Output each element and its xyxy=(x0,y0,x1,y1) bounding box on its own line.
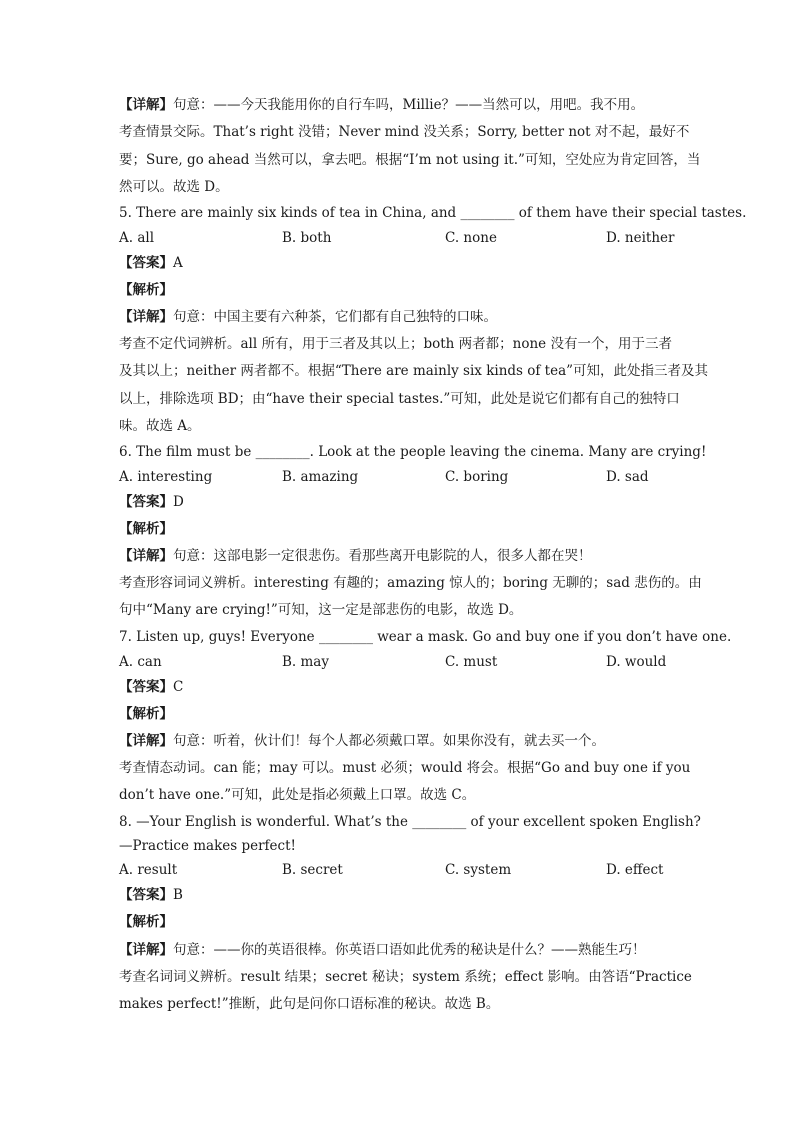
prev-analysis-line-3: 然可以。故选 D。 xyxy=(119,179,229,195)
q7-stem: 7. Listen up, guys! Everyone ________ wear a mask. Go and buy one if you don’t have one. xyxy=(119,629,732,645)
q5-analysis-line-1: 考查不定代词辨析。all 所有，用于三者及其以上；both 两者都；none 没有一个，用于三者 xyxy=(119,336,672,352)
q5-detail-line xyxy=(119,307,679,327)
prev-detail-line xyxy=(119,95,679,115)
q8-detail-line xyxy=(119,940,679,960)
q6-option-b: B. amazing xyxy=(282,469,359,485)
q8-options xyxy=(119,860,679,880)
detail-tag: 【详解】 xyxy=(119,548,173,564)
q6-stem: 6. The film must be ________. Look at the people leaving the cinema. Many are crying! xyxy=(119,444,707,460)
q8-stem-reply: —Practice makes perfect! xyxy=(119,838,296,854)
detail-tag: 【详解】 xyxy=(119,309,173,325)
answer-tag: 【答案】 xyxy=(119,494,173,510)
q5-analysis-tag: 【解析】 xyxy=(119,282,173,298)
q5-analysis-line-2: 及其以上；neither 两者都不。根据“There are mainly six kinds of tea”可知，此处指三者及其 xyxy=(119,363,709,379)
q6-analysis-line-2: 句中“Many are crying!”可知，这一定是部悲伤的电影，故选 D。 xyxy=(119,602,523,618)
q7-option-b: B. may xyxy=(282,654,329,670)
q6-option-d: D. sad xyxy=(606,469,649,485)
q5-analysis-line-4: 味。故选 A。 xyxy=(119,418,201,434)
q5-options xyxy=(119,228,679,248)
q5-stem: 5. There are mainly six kinds of tea in China, and ________ of them have their special tastes. xyxy=(119,205,747,221)
q7-option-a: A. can xyxy=(119,654,162,670)
prev-detail-text: 句意：——今天我能用你的自行车吗，Millie？——当然可以，用吧。我不用。 xyxy=(173,97,645,113)
q7-detail-text: 句意：听着，伙计们！每个人都必须戴口罩。如果你没有，就去买一个。 xyxy=(173,733,605,749)
q8-answer-line xyxy=(119,885,679,905)
prev-analysis-line-1: 考查情景交际。That’s right 没错；Never mind 没关系；Sorry, better not 对不起，最好不 xyxy=(119,124,690,140)
q8-option-d: D. effect xyxy=(606,862,664,878)
q8-stem: 8. —Your English is wonderful. What’s the ________ of your excellent spoken English? xyxy=(119,814,701,830)
answer-tag: 【答案】 xyxy=(119,887,173,903)
q8-option-c: C. system xyxy=(445,862,512,878)
q6-detail-text: 句意：这部电影一定很悲伤。看那些离开电影院的人，很多人都在哭！ xyxy=(173,548,592,564)
q6-detail-line xyxy=(119,546,679,566)
q7-options xyxy=(119,652,679,672)
q6-options xyxy=(119,467,679,487)
q7-analysis-line-2: don’t have one.”可知，此处是指必须戴上口罩。故选 C。 xyxy=(119,787,476,803)
detail-tag: 【详解】 xyxy=(119,942,173,958)
q5-option-d: D. neither xyxy=(606,230,675,246)
q6-option-a: A. interesting xyxy=(119,469,213,485)
q5-answer-line xyxy=(119,253,679,273)
q5-answer: A xyxy=(173,255,183,271)
q8-analysis-line-1: 考查名词词义辨析。result 结果；secret 秘诀；system 系统；effect 影响。由答语“Practice xyxy=(119,969,692,985)
q5-detail-text: 句意：中国主要有六种茶，它们都有自己独特的口味。 xyxy=(173,309,497,325)
q5-option-c: C. none xyxy=(445,230,497,246)
q6-analysis-tag: 【解析】 xyxy=(119,521,173,537)
prev-analysis-line-2: 要；Sure, go ahead 当然可以，拿去吧。根据“I’m not using it.”可知，空处应为肯定回答，当 xyxy=(119,152,701,168)
q6-answer-line xyxy=(119,492,679,512)
q8-option-a: A. result xyxy=(119,862,178,878)
q8-detail-text: 句意：——你的英语很棒。你英语口语如此优秀的秘诀是什么？——熟能生巧！ xyxy=(173,942,646,958)
q8-analysis-tag: 【解析】 xyxy=(119,914,173,930)
q6-answer: D xyxy=(173,494,184,510)
q8-answer: B xyxy=(173,887,183,903)
detail-tag: 【详解】 xyxy=(119,97,173,113)
q7-option-d: D. would xyxy=(606,654,667,670)
q5-analysis-line-3: 以上，排除选项 BD；由“have their special tastes.”可知，此处是说它们都有自己的独特口 xyxy=(119,391,680,407)
q5-option-a: A. all xyxy=(119,230,155,246)
answer-tag: 【答案】 xyxy=(119,255,173,271)
detail-tag: 【详解】 xyxy=(119,733,173,749)
q5-option-b: B. both xyxy=(282,230,332,246)
q8-analysis-line-2: makes perfect!”推断，此句是问你口语标准的秘诀。故选 B。 xyxy=(119,996,500,1012)
q8-option-b: B. secret xyxy=(282,862,343,878)
q7-analysis-line-1: 考查情态动词。can 能；may 可以。must 必须；would 将会。根据“Go and buy one if you xyxy=(119,760,691,776)
q7-answer-line xyxy=(119,677,679,697)
q7-answer: C xyxy=(173,679,184,695)
q7-detail-line xyxy=(119,731,679,751)
q7-option-c: C. must xyxy=(445,654,498,670)
q7-analysis-tag: 【解析】 xyxy=(119,706,173,722)
q6-option-c: C. boring xyxy=(445,469,509,485)
q6-analysis-line-1: 考查形容词词义辨析。interesting 有趣的；amazing 惊人的；boring 无聊的；sad 悲伤的。由 xyxy=(119,575,702,591)
answer-tag: 【答案】 xyxy=(119,679,173,695)
